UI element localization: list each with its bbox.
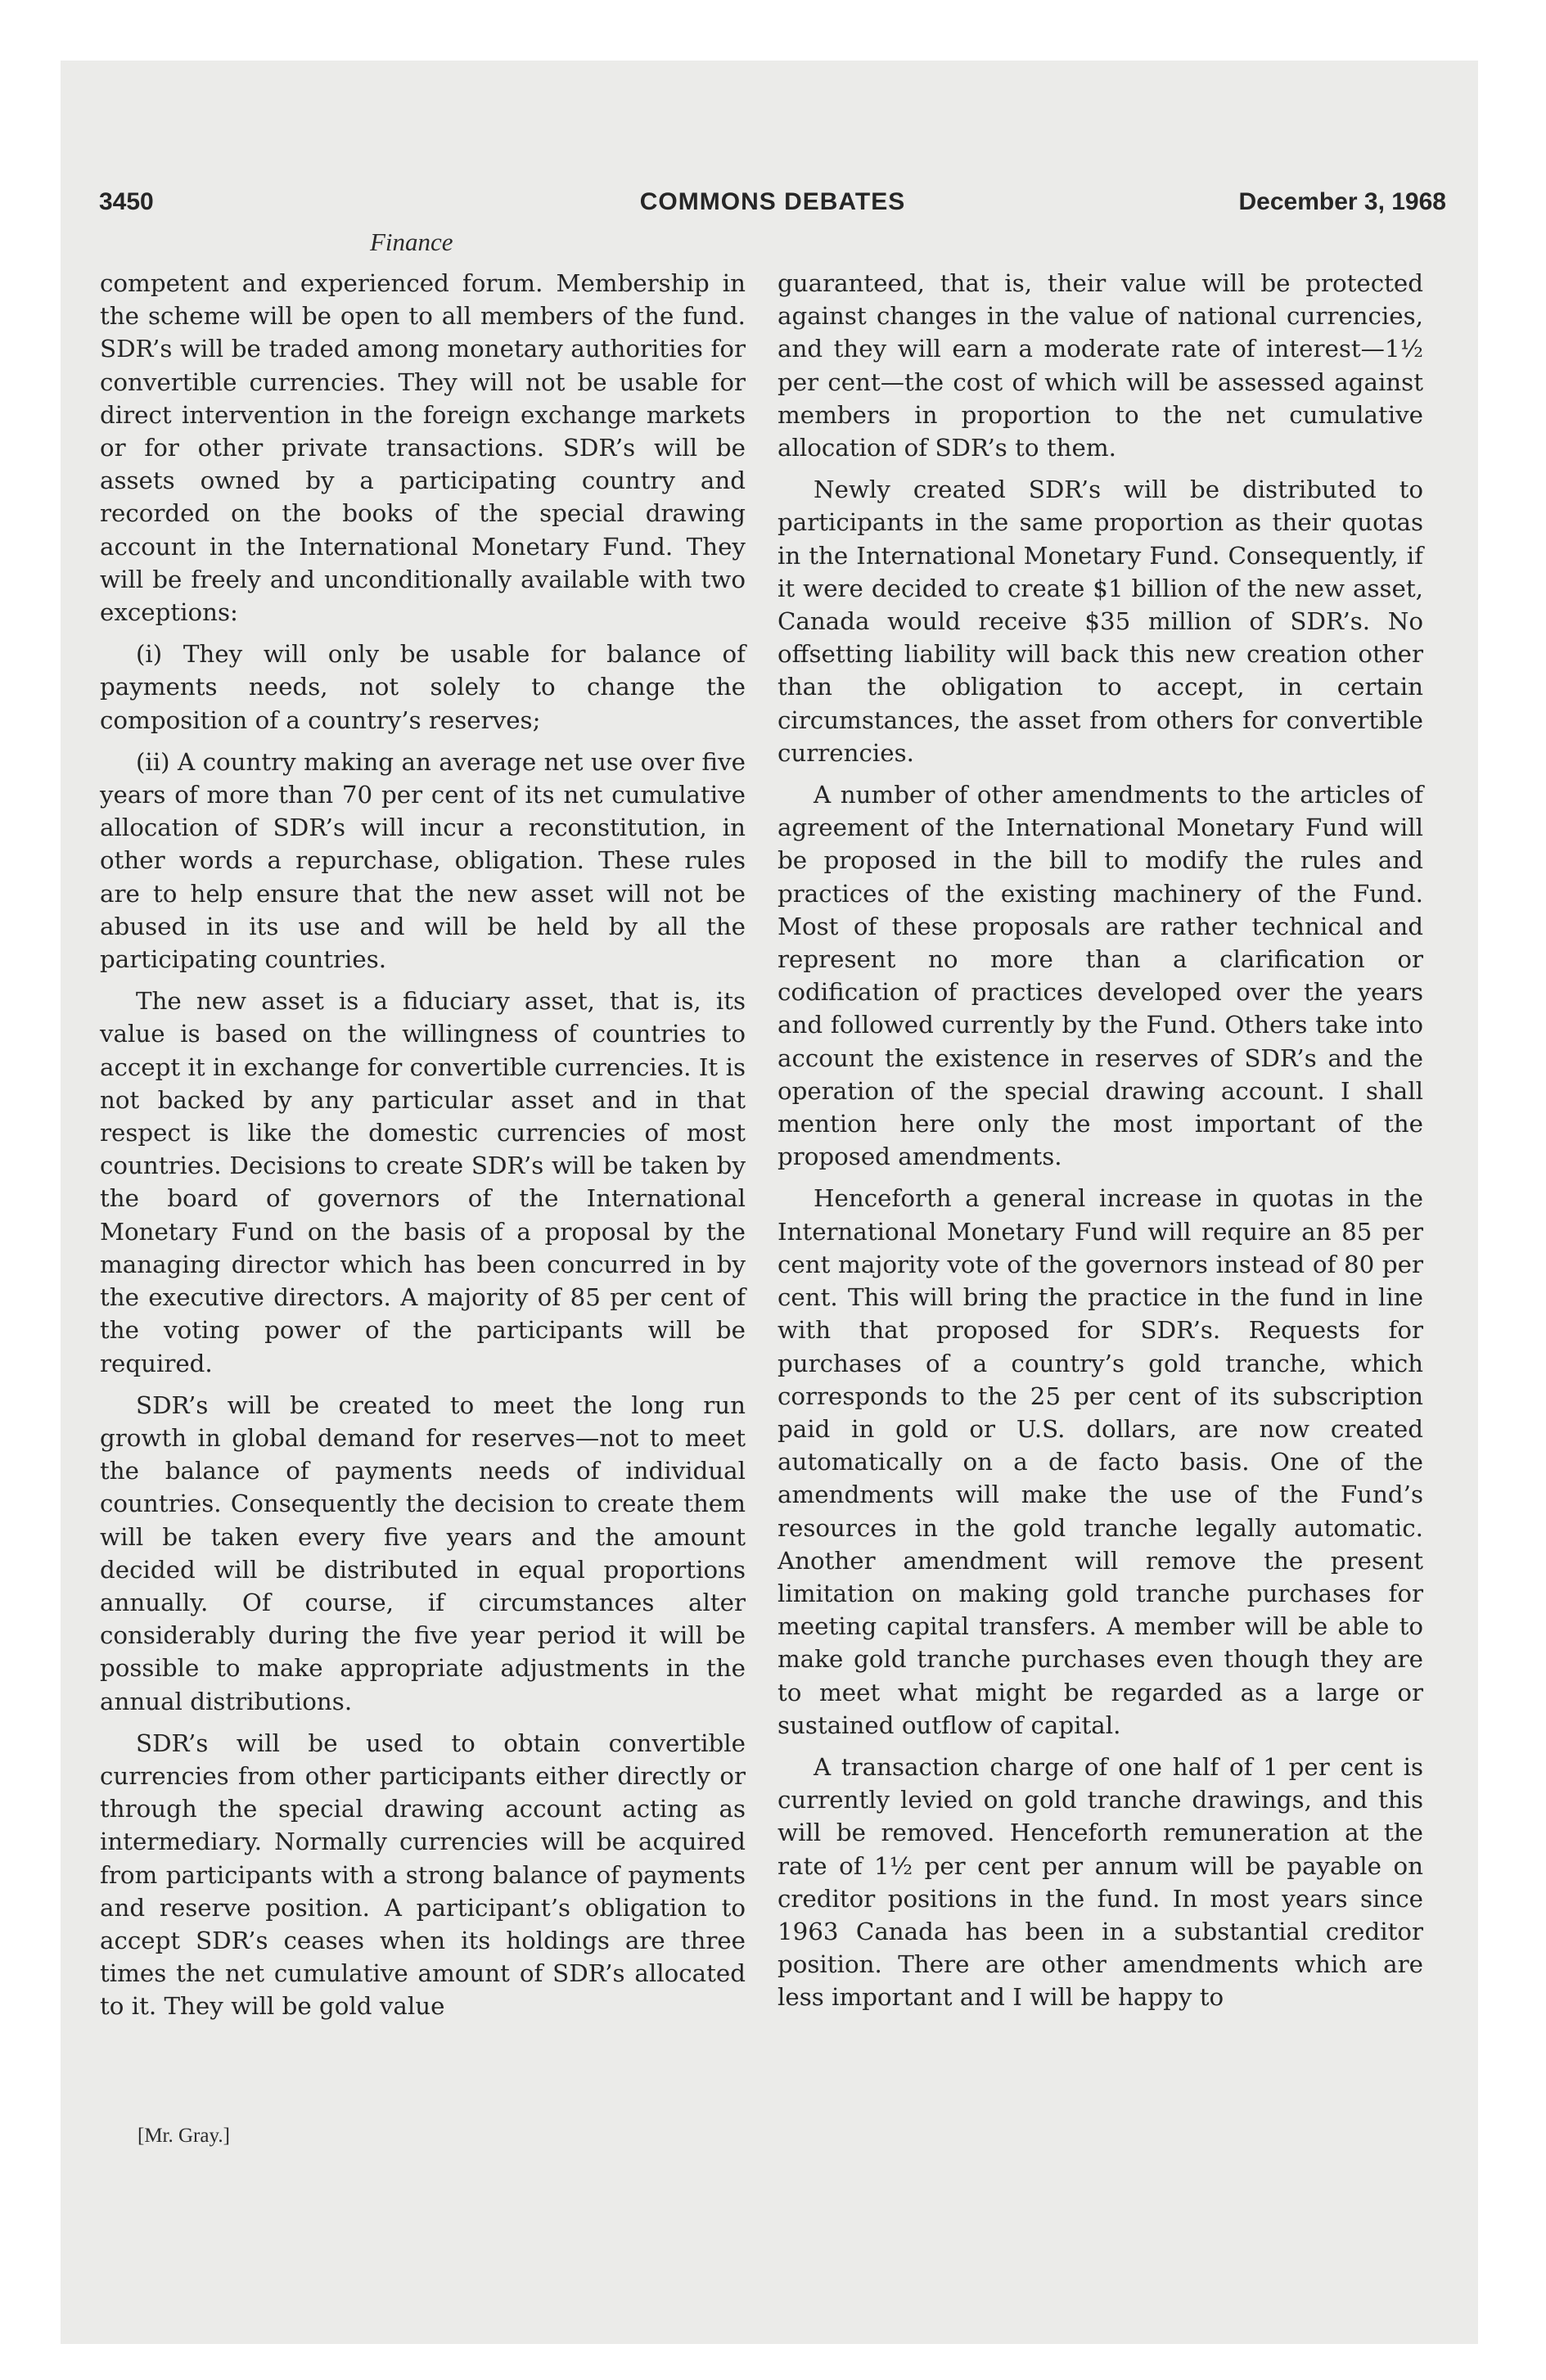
- right-column: [778, 267, 1423, 2023]
- publication-date: December 3, 1968: [1238, 188, 1446, 215]
- page-header: [99, 188, 1446, 224]
- paragraph: Newly created SDR’s will be distributed to participants in the same proportion as their quotas in the International Monetary Fund. Consequently, if it were decided to create $1 billion of the new asset, Canada would receive $35 million of SDR’s. No offsetting liability will back this new creation other than the obligation to accept, in certain circumstances, the asset from others for convertible currencies.: [778, 476, 1423, 767]
- paragraph: SDR’s will be used to obtain convertible currencies from other participants either directly or through the special drawing account acting as intermediary. Normally currencies will be acquired from participants with a strong balance of payments and reserve position. A participant’s obligation to accept SDR’s ceases when its holdings are three times the net cumulative amount of SDR’s allocated to it. They will be gold value: [100, 1729, 746, 2021]
- speaker-note: [Mr. Gray.]: [137, 2125, 230, 2147]
- paragraph: (i) They will only be usable for balance of payments needs, not solely to change the composition of a country’s reserves;: [100, 640, 746, 734]
- section-title: Finance: [370, 228, 453, 256]
- publication-title: COMMONS DEBATES: [639, 188, 906, 215]
- page-number: 3450: [99, 188, 154, 215]
- paragraph: competent and experienced forum. Membership in the scheme will be open to all members of the fund. SDR’s will be traded among monetary authorities for convertible currencies. They will not be usable for direct intervention in the foreign exchange markets or for other private transactions. SDR’s will be assets owned by a participating country and recorded on the books of the special drawing account in the International Monetary Fund. They will be freely and unconditionally available with two exceptions:: [100, 269, 746, 627]
- paragraph: Henceforth a general increase in quotas in the International Monetary Fund will require an 85 per cent majority vote of the governors instead of 80 per cent. This will bring the practice in the fund in line with that proposed for SDR’s. Requests for purchases of a country’s gold tranche, which corresponds to the 25 per cent of its subscription paid in gold or U.S. dollars, are now created automatically on a de facto basis. One of the amendments will make the use of the Fund’s resources in the gold tranche legally automatic. Another amendment will remove the present limitation on making gold tranche purchases for meeting capital transfers. A member will be able to make gold tranche purchases even though they are to meet what might be regarded as a large or sustained outflow of capital.: [778, 1184, 1423, 1739]
- paragraph: A transaction charge of one half of 1 per cent is currently levied on gold tranche drawings, and this will be removed. Henceforth remuneration at the rate of 1½ per cent per annum will be payable on creditor positions in the fund. In most years since 1963 Canada has been in a substantial creditor position. There are other amendments which are less important and I will be happy to: [778, 1752, 1423, 2012]
- paragraph: (ii) A country making an average net use over five years of more than 70 per cent of its net cumulative allocation of SDR’s will incur a reconstitution, in other words a repurchase, obligation. These rules are to help ensure that the new asset will not be abused in its use and will be held by all the participating countries.: [100, 747, 746, 974]
- paragraph: A number of other amendments to the articles of agreement of the International Monetary Fund will be proposed in the bill to modify the rules and practices of the existing machinery of the Fund. Most of these proposals are rather technical and represent no more than a clarification or codification of practices developed over the years and followed currently by the Fund. Others take into account the existence in reserves of SDR’s and the operation of the special drawing account. I shall mention here only the most important of the proposed amendments.: [778, 781, 1423, 1171]
- paragraph: guaranteed, that is, their value will be protected against changes in the value of national currencies, and they will earn a moderate rate of interest—1½ per cent—the cost of which will be assessed against members in proportion to the net cumulative allocation of SDR’s to them.: [778, 269, 1423, 462]
- paragraph: SDR’s will be created to meet the long run growth in global demand for reserves—not to meet the balance of payments needs of individual countries. Consequently the decision to create them will be taken every five years and the amount decided will be distributed in equal proportions annually. Of course, if circumstances alter considerably during the five year period it will be possible to make appropriate adjustments in the annual distributions.: [100, 1391, 746, 1715]
- paragraph: The new asset is a fiduciary asset, that is, its value is based on the willingness of countries to accept it in exchange for convertible currencies. It is not backed by any particular asset and in that respect is like the domestic currencies of most countries. Decisions to create SDR’s will be taken by the board of governors of the International Monetary Fund on the basis of a proposal by the managing director which has been concurred in by the executive directors. A majority of 85 per cent of the voting power of the participants will be required.: [100, 987, 746, 1377]
- left-column: [100, 267, 746, 2032]
